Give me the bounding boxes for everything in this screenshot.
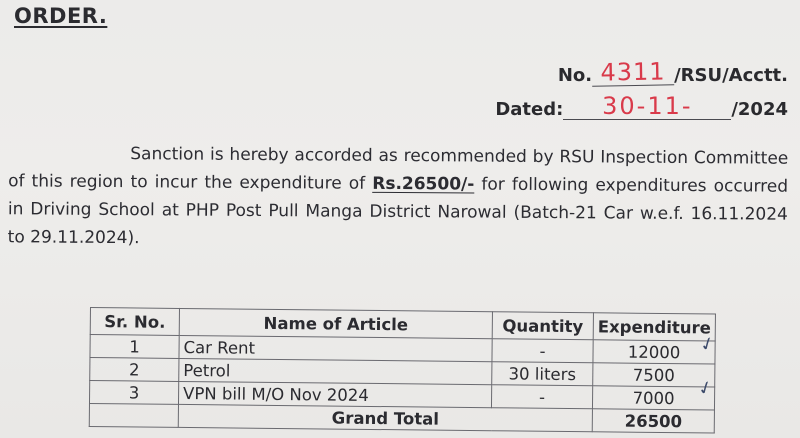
check-mark-icon: ✓: [696, 332, 719, 357]
order-number-suffix: /RSU/Acctt.: [674, 65, 788, 86]
row-quantity: -: [491, 385, 592, 409]
order-title: ORDER.: [14, 4, 108, 28]
row-sr: 2: [90, 358, 179, 382]
sanction-paragraph: [8, 139, 789, 256]
order-number-line: [557, 57, 788, 87]
header-name-of-article: Name of Article: [179, 308, 492, 338]
order-date-label: Dated:: [495, 99, 564, 120]
row-expenditure: 7500: [593, 363, 715, 387]
sanction-text-part-2: for following expenditures occurred in Driving School at PHP Post Pull Manga District Narowal (Batch-21 Car w.e.f. 16.11.2024 to 29.11.2024).: [7, 174, 789, 249]
row-article: Petrol: [179, 358, 492, 384]
row-article: Car Rent: [179, 335, 492, 361]
header-quantity: Quantity: [492, 312, 593, 340]
order-number-handwritten: 4311: [592, 59, 674, 86]
row-expenditure: 7000: [592, 386, 714, 410]
sanction-text-part-1: Sanction is hereby accorded as recommended by RSU Inspection Committee of this region to incur the expenditure of: [8, 144, 789, 194]
check-mark-icon: ✓: [694, 376, 717, 401]
row-quantity: 30 liters: [492, 362, 593, 386]
expenditure-table: [89, 307, 719, 434]
grand-total-value: 26500: [592, 409, 714, 433]
row-sr: 3: [89, 381, 178, 405]
order-date-handwritten: 30-11-: [563, 94, 731, 120]
order-number-label: No.: [557, 65, 593, 86]
total-empty-cell: [89, 403, 178, 427]
header-sr-no: Sr. No.: [90, 308, 179, 336]
sanction-amount: Rs.26500/-: [372, 173, 475, 195]
order-date-line: [495, 94, 788, 120]
row-quantity: -: [492, 339, 593, 363]
grand-total-label: Grand Total: [178, 404, 592, 431]
row-article: VPN bill M/O Nov 2024: [178, 381, 491, 407]
row-sr: 1: [90, 335, 179, 359]
order-date-suffix: /2024: [731, 99, 788, 120]
header-expenditure: Expenditure: [593, 313, 715, 341]
row-expenditure: 12000: [593, 340, 715, 364]
